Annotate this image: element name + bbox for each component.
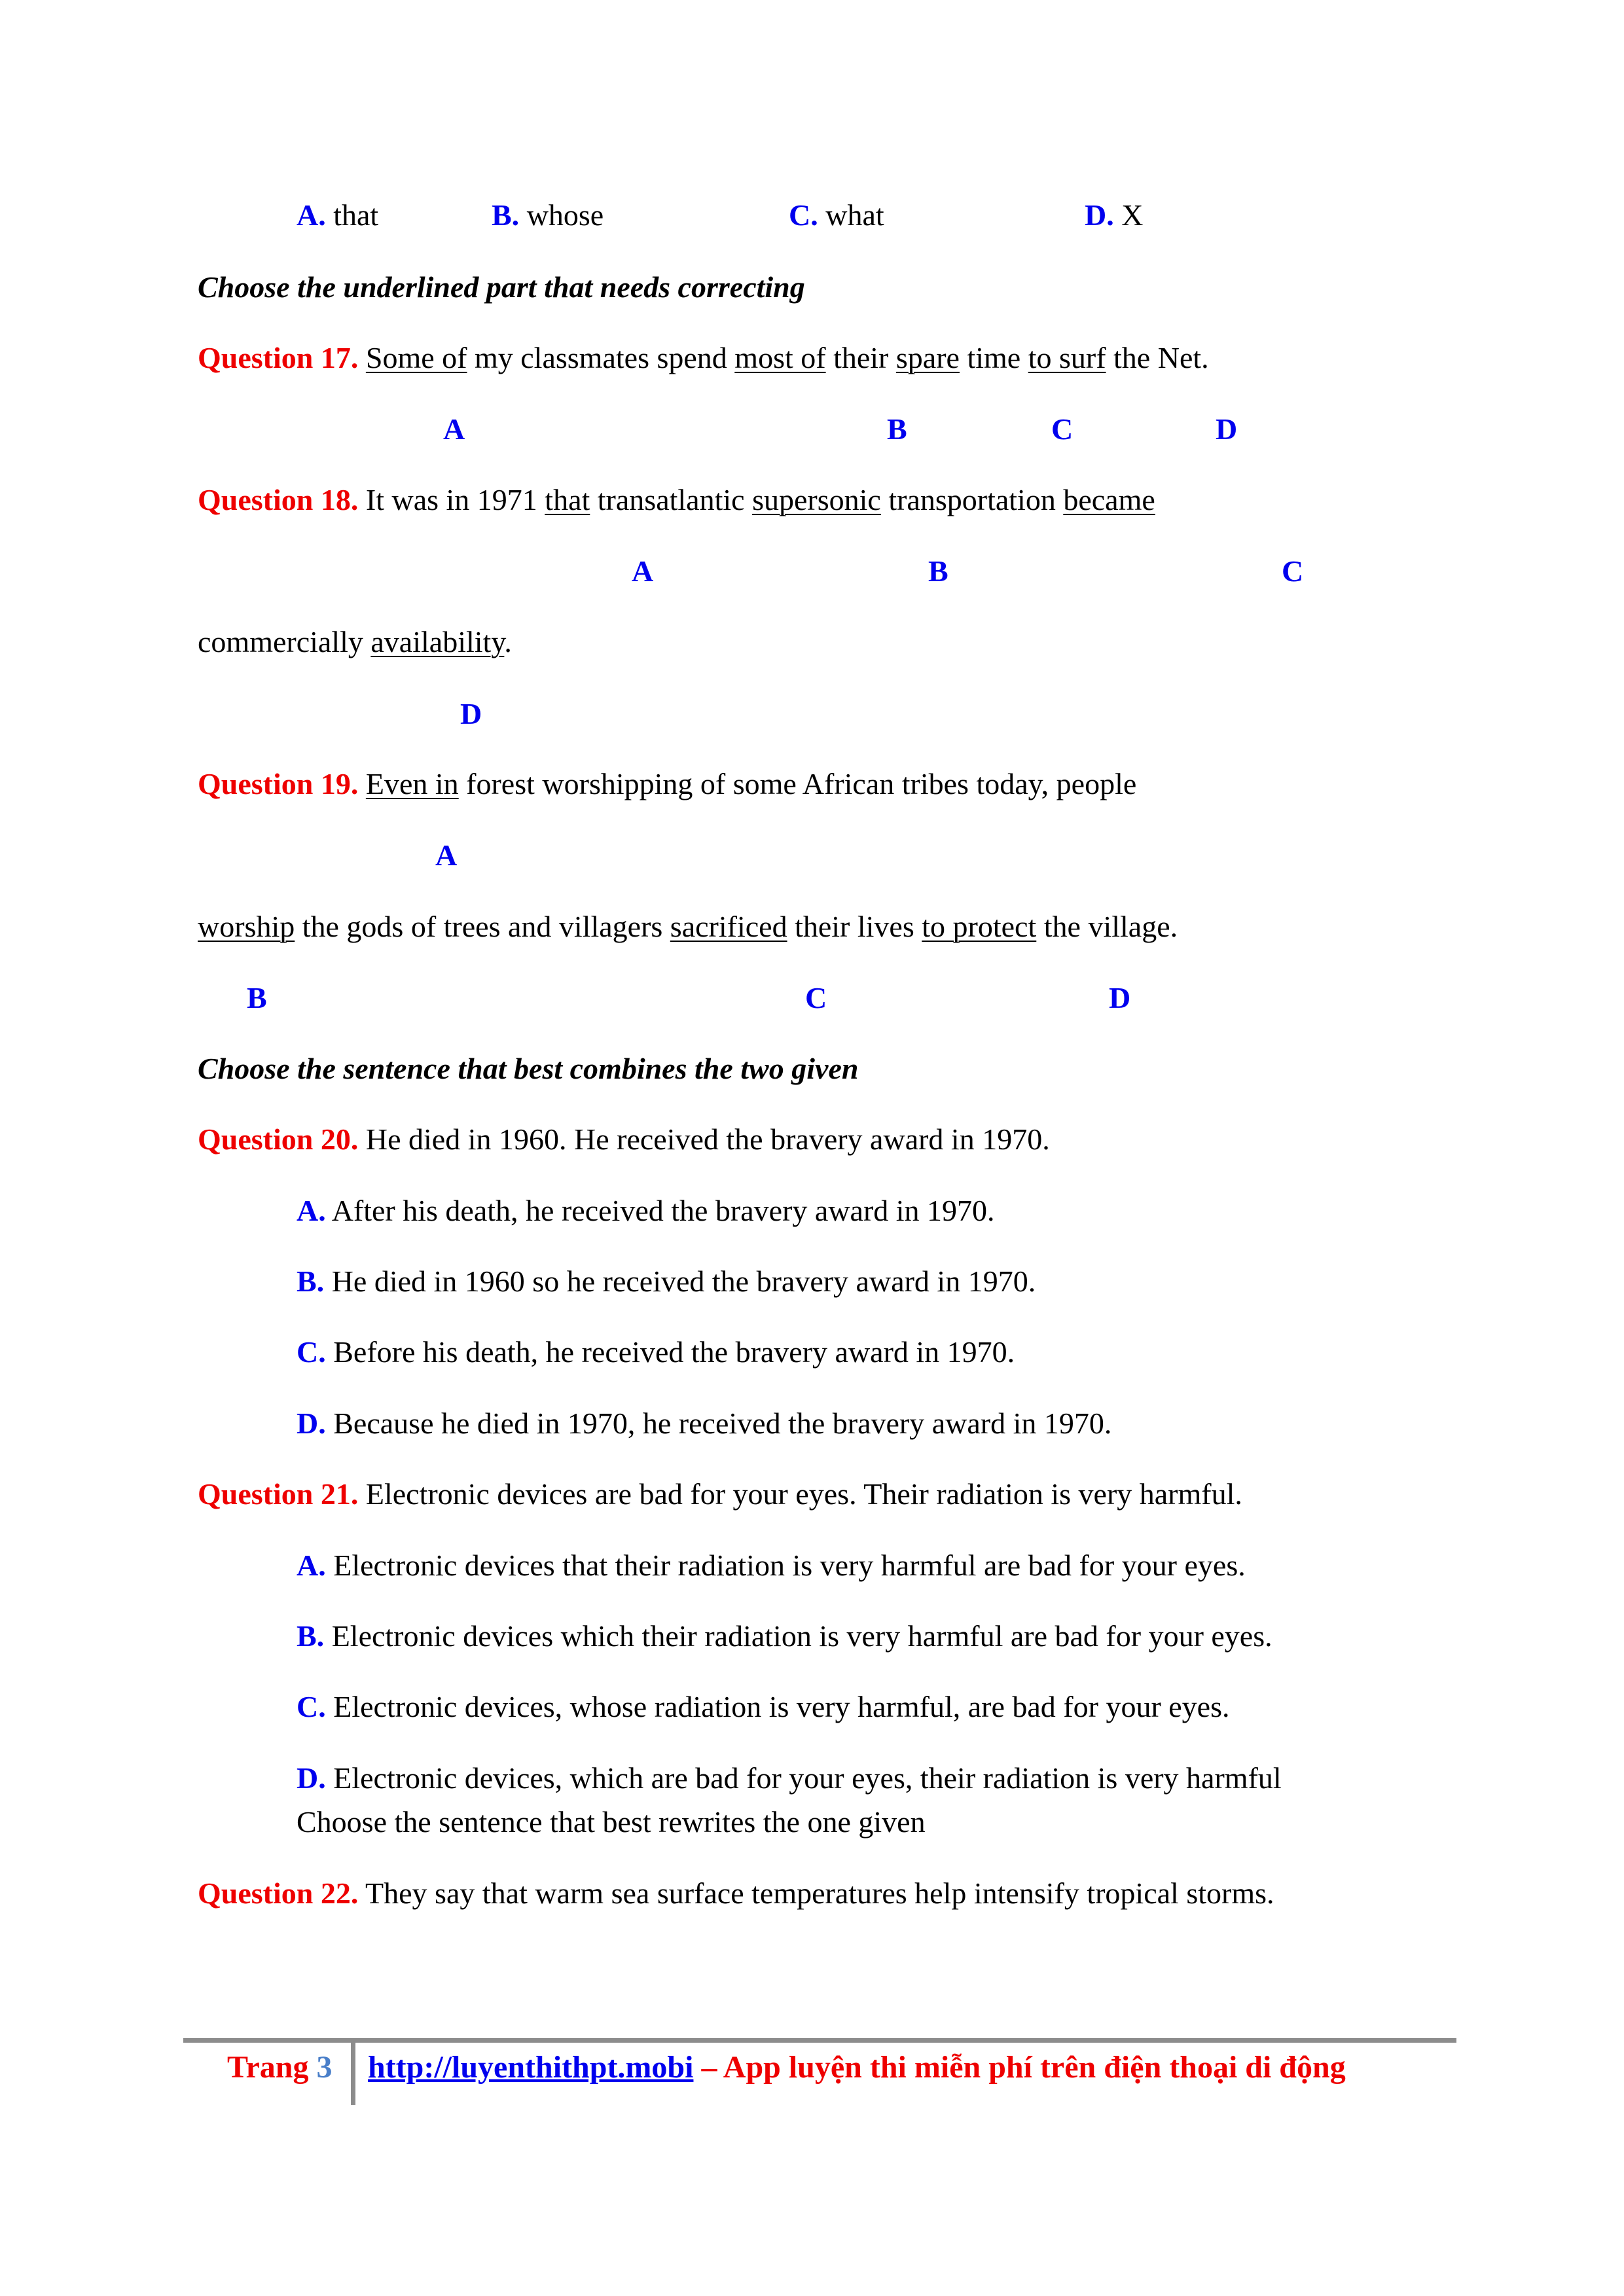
question-20: Question 20. He died in 1960. He received the bravery award in 1970. [198,1122,1050,1156]
option-b: B. Electronic devices which their radiation is very harmful are bad for your eyes. [297,1619,1272,1653]
mark-d: D [1216,412,1238,446]
footer-separator [351,2042,355,2105]
option-a: A. that [297,198,379,232]
mark-c: C [1051,412,1074,446]
mark-b: B [887,412,907,446]
option-b: B. He died in 1960 so he received the bravery award in 1970. [297,1265,1036,1298]
mark-b: B [928,554,948,588]
footer-tagline: – App luyện thi miễn phí trên điện thoại di động [693,2050,1346,2085]
section-heading-rewrite: Choose the sentence that best rewrites the one given [297,1805,926,1839]
option-d: D. X [1085,198,1144,232]
page-number: Trang 3 [227,2050,333,2085]
question-18-continuation: commercially availability. [198,625,512,658]
footer-link[interactable]: http://luyenthithpt.mobi [368,2050,694,2085]
question-21: Question 21. Electronic devices are bad for your eyes. Their radiation is very harmful. [198,1477,1242,1511]
footer-banner [368,2052,1346,2083]
mark-a: A [632,554,654,588]
mark-c: C [805,981,827,1014]
section-heading-error: Choose the underlined part that needs correcting [198,270,805,304]
question-18: Question 18. It was in 1971 that transatlantic supersonic transportation became [198,483,1155,516]
option-c: C. Before his death, he received the bravery award in 1970. [297,1335,1015,1369]
option-a: A. After his death, he received the bravery award in 1970. [297,1194,995,1227]
question-19: Question 19. Even in forest worshipping of some African tribes today, people [198,767,1137,800]
question-22: Question 22. They say that warm sea surface temperatures help intensify tropical storms. [198,1876,1274,1910]
section-heading-combine: Choose the sentence that best combines the two given [198,1052,859,1085]
mark-d: D [1109,981,1131,1014]
option-d: D. Because he died in 1970, he received the bravery award in 1970. [297,1407,1112,1440]
mark-a: A [443,412,465,446]
option-a: A. Electronic devices that their radiation is very harmful are bad for your eyes. [297,1549,1246,1582]
option-c: C. Electronic devices, whose radiation is very harmful, are bad for your eyes. [297,1690,1230,1723]
footer-rule [183,2038,1456,2043]
option-c: C. what [789,198,884,232]
mark-d: D [460,697,482,730]
mark-c: C [1282,554,1304,588]
option-b: B. whose [492,198,604,232]
option-d: D. Electronic devices, which are bad for your eyes, their radiation is very harmful [297,1761,1282,1795]
question-19-continuation: worship the gods of trees and villagers sacrificed their lives to protect the village. [198,910,1178,943]
mark-a: A [435,838,458,872]
mark-b: B [247,981,267,1014]
question-17: Question 17. Some of my classmates spend most of their spare time to surf the Net. [198,341,1209,374]
